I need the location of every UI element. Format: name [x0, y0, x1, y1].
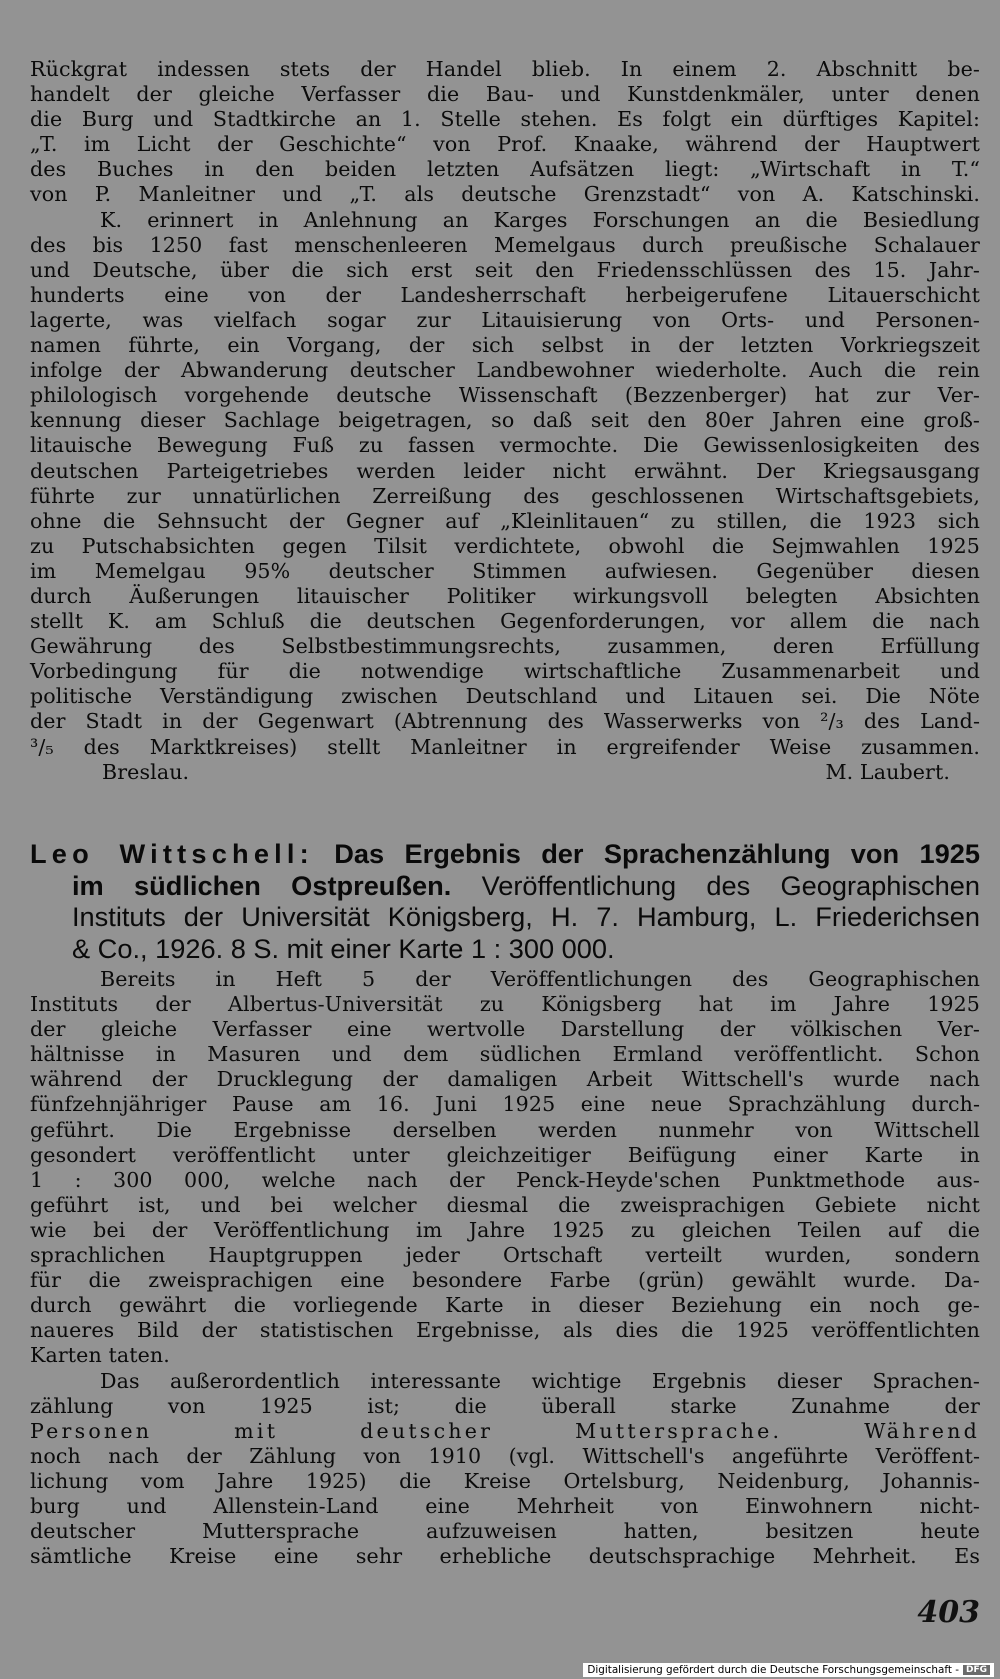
text-line: geführt. Die Ergebnisse derselben werden nunmehr von Wittschell — [30, 1117, 980, 1142]
text-line: durch gewährt die vorliegende Karte in dieser Beziehung ein noch ge- — [30, 1293, 980, 1318]
text-line: K. erinnert in Anlehnung an Karges Forschungen an die Besiedlung — [100, 207, 980, 232]
text-line: des Buches in den beiden letzten Aufsätzen liegt: „Wirtschaft in T.“ — [30, 157, 980, 182]
text-line: kennung dieser Sachlage beigetragen, so daß seit den 80er Jahren eine groß- — [30, 408, 980, 433]
text-line: Karten taten. — [30, 1343, 170, 1368]
footer-text: Digitalisierung gefördert durch die Deutsche Forschungsgemeinschaft - — [587, 1664, 959, 1676]
text-line: lagerte, was vielfach sogar zur Litauisierung von Orts- und Personen- — [30, 307, 980, 332]
text-line: deutschen Parteigetriebes werden leider nicht erwähnt. Der Kriegsausgang — [30, 458, 980, 483]
heading-line: Instituts der Universität Königsberg, H. 7. Hamburg, L. Friederichsen — [72, 901, 980, 932]
series-info: Veröffentlichung des Geographischen — [451, 869, 980, 901]
text-line: zu Putschabsichten gegen Tilsit verdichtete, obwohl die Sejmwahlen 1925 — [30, 533, 980, 558]
text-line: die Burg und Stadtkirche an 1. Stelle stehen. Es folgt ein dürftiges Kapitel: — [30, 107, 980, 132]
text-line: der Stadt in der Gegenwart (Abtrennung des Wasserwerks von ²/₃ des Land- — [30, 709, 980, 734]
text-line: Das außerordentlich interessante wichtige Ergebnis dieser Sprachen- — [100, 1368, 980, 1393]
text-line: Bereits in Heft 5 der Veröffentlichungen des Geographischen — [100, 967, 980, 991]
text-line: stellt K. am Schluß die deutschen Gegenforderungen, vor allem die nach — [30, 609, 980, 634]
text-line: Rückgrat indessen stets der Handel blieb. In einem 2. Abschnitt be- — [30, 57, 980, 81]
text-line: naueres Bild der statistischen Ergebnisse, als dies die 1925 veröffentlichten — [30, 1318, 980, 1343]
text-line: philologisch vorgehende deutsche Wissenschaft (Bezzenberger) hat zur Ver- — [30, 383, 980, 408]
text-line: für die zweisprachigen eine besondere Farbe (grün) gewählt wurde. Da- — [30, 1268, 980, 1293]
text-line: und Deutsche, über die sich erst seit den Friedensschlüssen des 15. Jahr- — [30, 257, 980, 282]
text-line: hältnisse in Masuren und dem südlichen Ermland veröffentlicht. Schon — [30, 1042, 980, 1067]
text-line: gesondert veröffentlicht unter gleichzeitiger Beifügung einer Karte in — [30, 1142, 980, 1167]
text-line: im Memelgau 95% deutscher Stimmen aufwiesen. Gegenüber diesen — [30, 558, 980, 583]
text-line: während der Drucklegung der damaligen Arbeit Wittschell's wurde nach — [30, 1067, 980, 1092]
text-line: burg und Allenstein-Land eine Mehrheit von Einwohnern nicht- — [30, 1493, 980, 1518]
text-line: zählung von 1925 ist; die überall starke Zunahme der — [30, 1393, 980, 1418]
text-line: sprachlichen Hauptgruppen jeder Ortschaft verteilt wurden, sondern — [30, 1243, 980, 1268]
text-line: 1 : 300 000, welche nach der Penck-Heyde'schen Punktmethode aus- — [30, 1167, 980, 1192]
text-line: ³/₅ des Marktkreises) stellt Manleitner in ergreifender Weise zusammen. — [30, 734, 980, 759]
text-line: namen führte, ein Vorgang, der sich selbst in der letzten Vorkriegszeit — [30, 333, 980, 358]
text-line: sämtliche Kreise eine sehr erhebliche deutschsprachige Mehrheit. Es — [30, 1544, 980, 1569]
text-line: Gewährung des Selbstbestimmungsrechts, zusammen, deren Erfüllung — [30, 634, 980, 659]
digitization-footer — [583, 1663, 994, 1677]
text-line: wie bei der Veröffentlichung im Jahre 1925 zu gleichen Teilen auf die — [30, 1217, 980, 1242]
text-line: politische Verständigung zwischen Deutschland und Litauen sei. Die Nöte — [30, 684, 980, 709]
heading-line — [30, 838, 980, 870]
text-line: „T. im Licht der Geschichte“ von Prof. Knaake, während der Hauptwert — [30, 132, 980, 157]
text-line: lichung vom Jahre 1925) die Kreise Ortelsburg, Neidenburg, Johannis- — [30, 1468, 980, 1493]
text-line: geführt ist, und bei welcher diesmal die zweisprachigen Gebiete nicht — [30, 1192, 980, 1217]
review-continuation — [30, 57, 980, 785]
text-line: führte zur unnatürlichen Zerreißung des geschlossenen Wirtschaftsgebiets, — [30, 483, 980, 508]
text-line: des bis 1250 fast menschenleeren Memelgaus durch preußische Schalauer — [30, 232, 980, 257]
text-line: Personen mit deutscher Muttersprache. Während — [30, 1418, 980, 1443]
place-of-review: Breslau. — [102, 759, 190, 784]
reviewer-name: M. Laubert. — [825, 759, 950, 784]
text-line: noch nach der Zählung von 1910 (vgl. Wittschell's angeführte Veröffent- — [30, 1443, 980, 1468]
page-number: 403 — [917, 1595, 980, 1630]
signature-line — [30, 760, 980, 785]
text-line: Instituts der Albertus-Universität zu Königsberg hat im Jahre 1925 — [30, 992, 980, 1017]
text-line: ohne die Sehnsucht der Gegner auf „Kleinlitauen“ zu stillen, die 1923 sich — [30, 508, 980, 533]
text-line: der gleiche Verfasser eine wertvolle Darstellung der völkischen Ver- — [30, 1017, 980, 1042]
bibliographic-heading — [30, 838, 980, 964]
title-part: im südlichen Ostpreußen. — [72, 869, 452, 901]
dfg-logo-icon: DFG — [963, 1665, 990, 1675]
text-line: fünfzehnjähriger Pause am 16. Juni 1925 eine neue Sprachzählung durch- — [30, 1092, 980, 1117]
text-line: deutscher Muttersprache aufzuweisen hatten, besitzen heute — [30, 1519, 980, 1544]
author-name: Leo Wittschell: — [30, 838, 314, 869]
text-line: hunderts eine von der Landesherrschaft herbeigerufene Litauerschicht — [30, 282, 980, 307]
text-line: litauische Bewegung Fuß zu fassen vermochte. Die Gewissenlosigkeiten des — [30, 433, 980, 458]
text-line: von P. Manleitner und „T. als deutsche Grenzstadt“ von A. Katschinski. — [30, 182, 980, 207]
title-part: Das Ergebnis der Sprachenzählung von 1925 — [313, 838, 980, 869]
heading-line — [30, 870, 980, 902]
text-line: Vorbedingung für die notwendige wirtschaftliche Zusammenarbeit und — [30, 659, 980, 684]
text-line: handelt der gleiche Verfasser die Bau- und Kunstdenkmäler, unter denen — [30, 82, 980, 107]
heading-line: & Co., 1926. 8 S. mit einer Karte 1 : 300 000. — [72, 932, 615, 964]
review-body — [30, 967, 980, 1569]
text-line: durch Äußerungen litauischer Politiker wirkungsvoll belegten Absichten — [30, 583, 980, 608]
text-line: infolge der Abwanderung deutscher Landbewohner wiederholte. Auch die rein — [30, 358, 980, 383]
